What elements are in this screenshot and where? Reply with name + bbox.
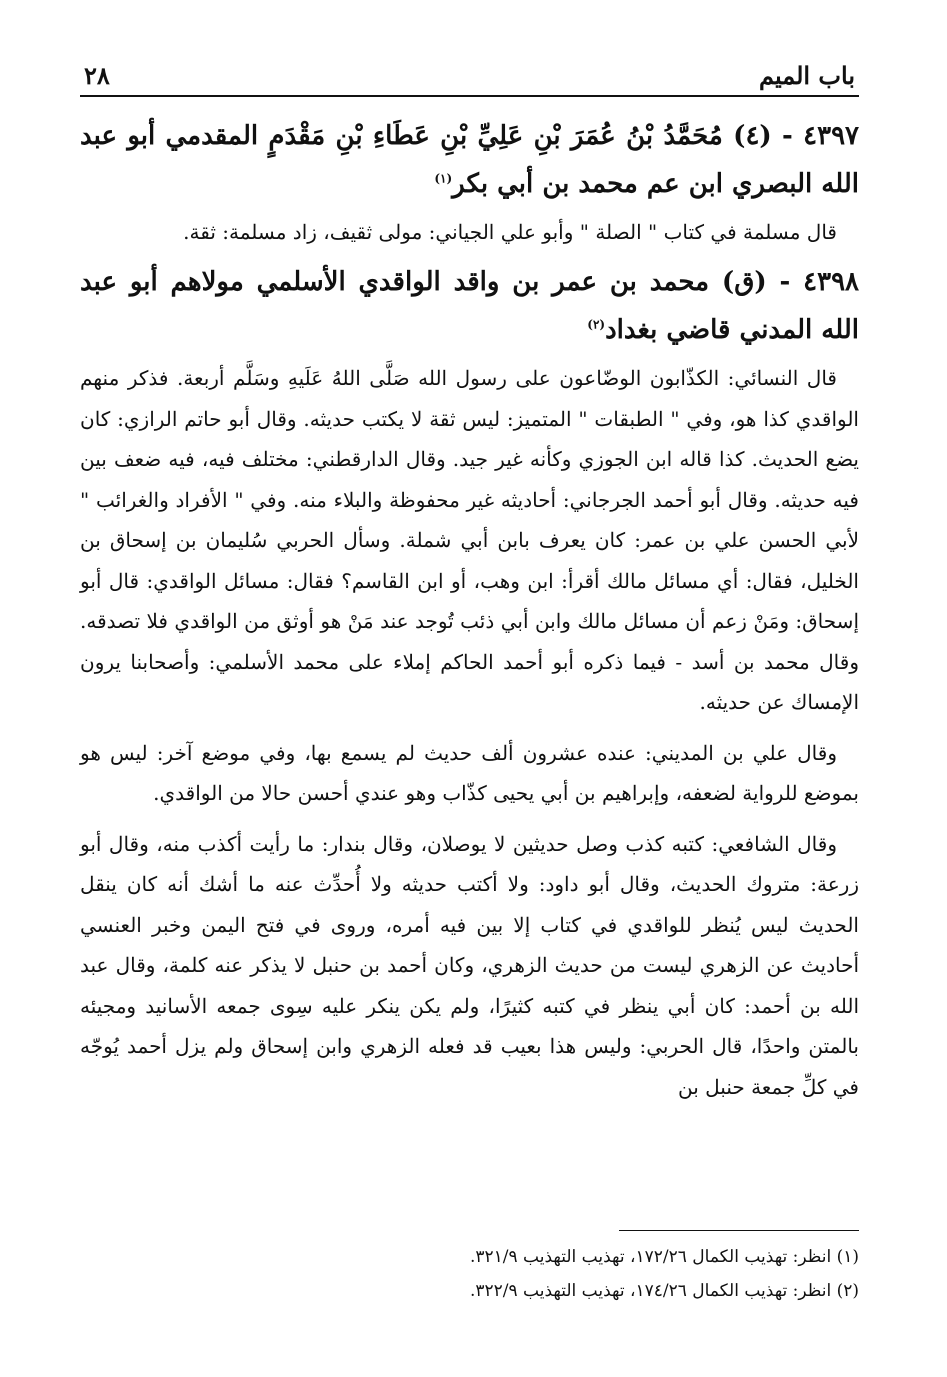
footnote: (١) انظر: تهذيب الكمال ١٧٢/٢٦، تهذيب التهذيب ٣٢١/٩. <box>469 1247 859 1267</box>
footnote-divider <box>619 1230 859 1231</box>
header-divider <box>80 95 859 97</box>
entry-heading: ٤٣٩٨ - (ق) محمد بن عمر بن واقد الواقدي الأسلمي مولاهم أبو عبد الله المدني قاضي بغداد$^{(٢)}$ <box>80 267 859 345</box>
page-number: ٢٨ <box>84 60 110 90</box>
entry-note: قال مسلمة في كتاب " الصلة " وأبو علي الجياني: مولى ثقيف، زاد مسلمة: ثقة. <box>183 220 837 244</box>
body-paragraph: قال النسائي: الكذّابون الوضّاعون على رسول الله صَلَّى اللهُ عَلَيهِ وسَلَّم أربعة. فذكر منهم الواقدي كذا هو، وفي " الطبقات " المتميز: ليس ثقة لا يكتب حديثه. وقال أبو حاتم الرازي: كان يضع الحديث. كذا قاله ابن الجوزي وكأنه غير جيد. وقال الدارقطني: مختلف فيه، فيه ضعف بين فيه حديثه. وقال أبو أحمد الجرجاني: أحاديثه غير محفوظة والبلاء منه. وفي " الأفراد والغرائب " لأبي الحسن علي بن عمر: كان يعرف بابن أبي شملة. وسأل الحربي سُليمان بن إسحاق بن الخليل، فقال: أي مسائل مالك أقرأ: ابن وهب، أو ابن القاسم؟ فقال: مسائل الواقدي: قال أبو إسحاق: ومَنْ زعم أن مسائل مالك وابن أبي ذئب تُوجد عند مَنْ هو أوثق من الواقدي فلا تصدقه. وقال محمد بن أسد - فيما ذكره أبو أحمد الحاكم إملاء على محمد الأسلمي: وأصحابنا يرون الإمساك عن حديثه. <box>80 366 860 714</box>
entry-heading: ٤٣٩٧ - (٤) مُحَمَّدُ بْنُ عُمَرَ بْنِ عَلِيِّ بْنِ عَطَاءِ بْنِ مَقْدَمٍ المقدمي أبو عبد الله البصري ابن عم محمد بن أبي بكر$^{(١)}$ <box>80 121 859 199</box>
section-title: باب الميم <box>758 60 855 90</box>
footnote-ref: (١) <box>434 171 453 186</box>
footnote-ref: (٢) <box>587 317 606 332</box>
body-paragraph: وقال علي بن المديني: عنده عشرون ألف حديث لم يسمع بها، وفي موضع آخر: ليس هو بموضع للرواية لضعفه، وإبراهيم بن أبي يحيى كذّاب وهو عندي أحسن حالا من الواقدي. <box>80 740 859 805</box>
page-body <box>80 112 859 1117</box>
body-paragraph: وقال الشافعي: كتبه كذب وصل حديثين لا يوصلان، وقال بندار: ما رأيت أكذب منه، وقال أبو زرعة: متروك الحديث، وقال أبو داود: ولا أكتب حديثه ولا أُحدِّث عنه ما أشك أنه كان ينقل الحديث ليس يُنظر للواقدي في كتاب إلا بين فيه أمره، وروى في فتح اليمن وخبر العنسي أحاديث عن الزهري ليست من حديث الزهري، وكان أحمد بن حنبل لا يذكر عنه كلمة، وقال عبد الله بن أحمد: كان أبي ينظر في كتبه كثيرًا، ولم يكن ينكر عليه سِوى جمعه الأسانيد ومجيئه بالمتن واحدًا، قال الحربي: وليس هذا بعيب قد فعله الزهري وابن إسحاق ولم يزل أحمد يُوجّه في كلِّ جمعة حنبل بن <box>80 831 859 1099</box>
page-header <box>84 58 855 92</box>
footnotes <box>80 1240 859 1308</box>
footnote: (٢) انظر: تهذيب الكمال ١٧٤/٢٦، تهذيب التهذيب ٣٢٢/٩. <box>469 1281 859 1301</box>
